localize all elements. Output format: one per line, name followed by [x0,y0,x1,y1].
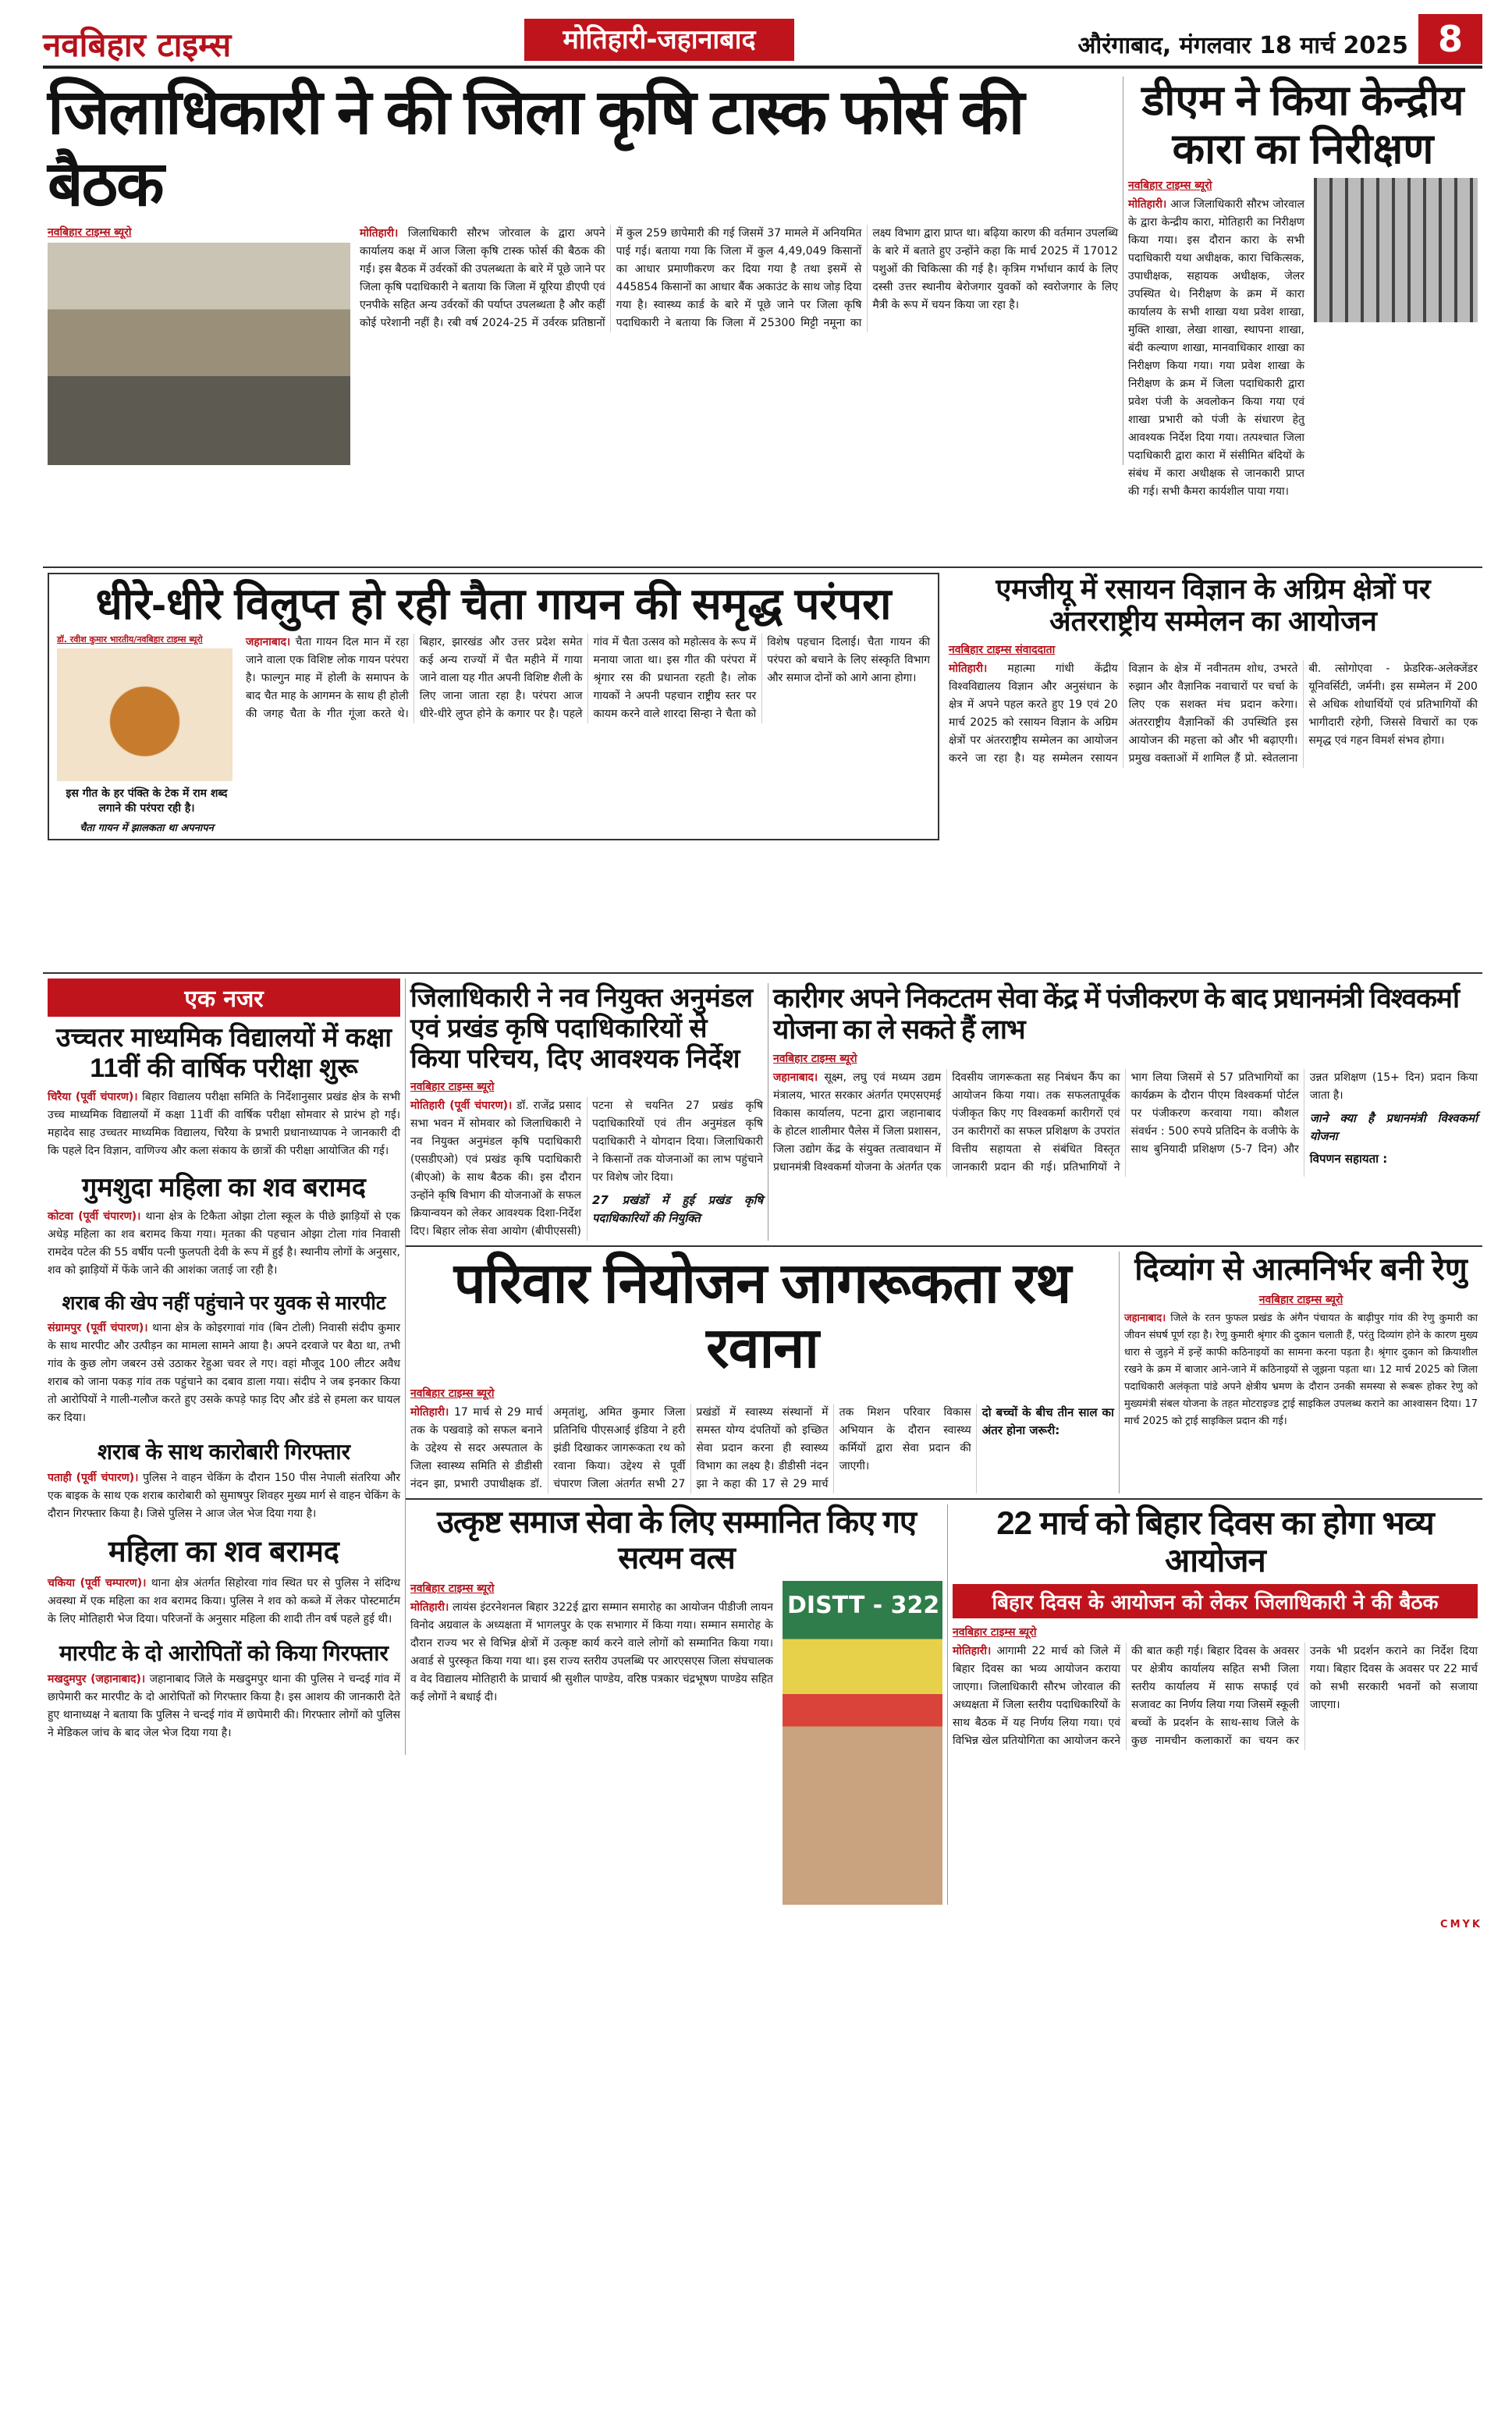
headline-satyam-vats: उत्कृष्ट समाज सेवा के लिए सम्मानित किए गए सत्यम वत्स [436,1504,917,1575]
headline-bihar-diwas-baithak: बिहार दिवस के आयोजन को लेकर जिलाधिकारी ने की बैठक [953,1584,1478,1618]
byline: नवबिहार टाइम्स ब्यूरो [1258,1294,1343,1307]
headline-karobari: शराब के साथ कारोबारी गिरफ्तार [97,1440,351,1465]
article-vishwakarma [768,983,1482,1177]
headline-kara-nirikshan: डीएम ने किया केन्द्रीय कारा का निरीक्षण [1141,77,1464,173]
article-body-chaita: जहानाबाद। चैता गायन दिल मान में रहा जाने वाला एक विशिष्ट लोक गायन परंपरा है। फाल्गुन माह में होली के समापन के बाद चैत माह के आगमन के साथ ही होली की जगह चैता के गीत गूंजा करते थे। बिहार, झारखंड और उत्तर प्रदेश समेत कई अन्य राज्यों में चैत महीने में गाया जाने वाला यह गीत अपनी विशिष्ट शैली के लिए जाना जाता रहा है। परंपरा आज धीरे-धीरे लुप्त होने के कगार पर है। पहले गांव में चैता उत्सव को महोत्सव के रूप में मनाया जाता था। इस गीत की परंपरा में श्रृंगार रस की प्रधानता रहती है। लोक गायकों ने अपनी पहचान राष्ट्रीय स्तर पर कायम करने वाले शारदा सिन्हा ने चैता को विशेष पहचान दिलाई। चैता गायन की परंपरा को बचाने के लिए संस्कृति विभाग और समाज दोनों को आगे आना होगा। [246,636,930,721]
header-rule [43,66,1482,69]
article-body-satyam-1: मोतिहारी। लायंस इंटरनेशनल बिहार 322ई द्वारा सम्मान समारोह का आयोजन पीडीजी लायन विनोद अग्रवाल के अध्यक्षता में भागलपुर के एक सभागार में किया गया। सम्मान समारोह के दौरान राज्य भर से विभिन्न क्षेत्रों में उत्कृष्ट कार्य करने वाले लोगों को सम्मानित किया गया। अवार्ड से पुरस्कृत किया गया था। इस राज्य स्तरीय उपलब्धि पर आरएसएस जिला संघचालक व वेद विद्यालय मोतिहारी के प्राचार्य श्री सुशील पाण्डेय, वरिष्ठ पत्रकार चंद्रभूषण पाण्डेय सहित कई लोगों ने बधाई दी। [410,1600,774,1703]
right-stories [406,979,1482,1909]
page-number: 8 [1418,14,1482,64]
byline: नवबिहार टाइम्स ब्यूरो [410,1081,495,1094]
article-body-divyang: जहानाबाद। जिले के रतन फुफल प्रखंड के अंगैन पंचायत के बाढ़ीपुर गांव की रेणु कुमारी का जीवन संघर्ष पूर्ण रहा है। रेणु कुमारी श्रृंगार की दुकान चलाती हैं, परंतु दिव्यांग होने के कारण मुख्य धारा से जुड़ने में इन्हें काफी कठिनाइयों का सामना करना पड़ता है। श्रृंगार दुकान को क्रियाशील रखने के क्रम में बाजार आने-जाने में कठिनाइयों से जूझना पड़ता था। 12 मार्च 2025 को जिला पदाधिकारी अलंकृता पांडे अपने क्षेत्रीय भ्रमण के दौरान उनकी समस्या से रूबरू होकर रेणु को मुख्यमंत्री संबल योजना के तहत मोटराइज्ड ट्राई साइकिल उपलब्ध कराने का आश्वासन दिया। 17 मार्च 2025 को ट्राई साइकिल प्रदान की गई। [1124,1312,1478,1428]
headline-mahila-shav: महिला का शव बरामद [108,1536,339,1569]
chaita-box [48,573,939,840]
headline-pariksha: उच्चतर माध्यमिक विद्यालयों में कक्षा 11वीं की वार्षिक परीक्षा शुरू [55,1023,392,1084]
ek-nazar-label: एक नजर [48,979,400,1017]
headline-vishwakarma: कारीगर अपने निकटतम सेवा केंद्र में पंजीकरण के बाद प्रधानमंत्री विश्वकर्मा योजना का ले सकते हैं लाभ [773,983,1460,1046]
byline: नवबिहार टाइम्स ब्यूरो [410,1582,495,1595]
article-body-krishi-padadhikari: मोतिहारी (पूर्वी चंपारण)। डॉ. राजेंद्र प्रसाद सभा भवन में सोमवार को जिलाधिकारी ने नव नियुक्त अनुमंडल कृषि पदाधिकारी (एसडीएओ) एवं प्रखंड कृषि पदाधिकारी (बीएओ) के साथ बैठक की। इस दौरान उन्होंने कृषि विभाग की योजनाओं के सफल क्रियान्वयन को लेकर आवश्यक दिशा-निर्देश दिए। बिहार लोक सेवा आयोग (बीपीएससी) पटना से चयनित 27 प्रखंड कृषि पदाधिकारियों एवं तीन अनुमंडल कृषि पदाधिकारी ने योगदान दिया। जिलाधिकारी ने किसानों तक योजनाओं का लाभ पहुंचाने पर विशेष जोर दिया। 27 प्रखंडों में हुई प्रखंड कृषि पदाधिकारियों की नियुक्ति [410,1099,763,1238]
masthead: नवबिहार टाइम्स [43,26,232,64]
ek-nazar-column: एक नजर उच्चतर माध्यमिक विद्यालयों में कक्षा 11वीं की वार्षिक परीक्षा शुरू चिरैया (पूर्वी चंपारण)। बिहार विद्यालय परीक्षा समिति के निर्देशानुसार प्रखंड क्षेत्र के सभी उच्च माध्यमिक विद्यालयों में कक्षा 11वीं की वार्षिक परीक्षा सोमवार से प्रारंभ हो गई। महादेव साह उच्चतर माध्यमिक विद्यालय, चिरैया के प्रभारी प्रधानाध्यापक ने जानकारी दी कि पहले दिन विज्ञान, वाणिज्य और कला संकाय के छात्रों की परीक्षा आयोजित की गई। गुमशुदा महिला का शव बरामद कोटवा (पूर्वी चंपारण)। थाना क्षेत्र के टिकैता ओझा टोला स्कूल के पीछे झाड़ियों से एक अधेड़ महिला का शव बरामद किया गया। मृतका की पहचान ओझा टोला गांव निवासी रामदेव पटेल की 55 वर्षीय पत्नी फुलपती देवी के रूप में हुई है। स्थानीय लोगों के अनुसार, शव को झाड़ियों में फेंके जाने की आशंका जताई जा रही है। शराब की खेप नहीं पहुंचाने पर युवक से मारपीट संग्रामपुर (पूर्वी चंपारण)। थाना क्षेत्र के कोइरगावां गांव (बिन टोली) निवासी संदीप कुमार के साथ मारपीट और उत्पीड़न का मामला सामने आया है। अपने दरवाजे पर बैठा था, तभी गांव के कुछ लोग जबरन उसे उठाकर रेहुआ चवर ले गए। वहां मौजूद 100 लीटर अवैध शराब को जाना पकड़ गांव तक पहुंचाने का दबाव डाला गया। संदीप ने जब इनकार किया तो आरोपियों ने गाली-गलौज करते हुए उसके कपड़े फाड़ दिए और डंडे से हमला कर घायल कर दिया। शराब के साथ कारोबारी गिरफ्तार पताही (पूर्वी चंपारण)। पुलिस ने वाहन चेकिंग के दौरान 150 पीस नेपाली संतरिया और एक बाइक के साथ एक शराब कारोबारी को सुमाषपुर शिवहर मुख्य मार्ग से वाहन चेकिंग के दौरान गिरफ्तार किया है। जिसे पुलिस ने आज जेल भेज दिया गया है। महिला का शव बरामद चकिया (पूर्वी चम्पारण)। थाना क्षेत्र अंतर्गत सिहोरवा गांव स्थित घर से पुलिस ने संदिग्ध अवस्था में एक महिला का शव बरामद किया। पुलिस ने शव को कब्जे में लेकर पोस्टमार्टम के लिए मोतिहारी भेज दिया। परिजनों के अनुसार महिला की शादी तीन वर्ष पहले हुई थी। मारपीट के दो आरोपितों को किया गिरफ्तार मखदुमपुर (जहानाबाद)। जहानाबाद जिले के मखदुमपुर थाना की पुलिस ने चन्दई गांव में छापेमारी कर मारपीट के दो आरोपितों को गिरफ्तार किया है। इस आशय की जानकारी देते हुए थानाध्यक्ष ने बताया कि पुलिस ने चन्दई गांव में छापेमारी की। गिरफ्तार लोगों को पुलिस ने मेडिकल जांच के बाद जेल भेज दिया गया है। [43,979,406,1755]
photo-dholak [57,648,232,781]
byline: नवबिहार टाइम्स ब्यूरो [48,226,132,239]
headline-gumshuda: गुमशुदा महिला का शव बरामद [82,1173,366,1203]
byline: नवबिहार टाइम्स ब्यूरो [410,1387,495,1400]
row-bottom [43,974,1482,1914]
row-e [406,1500,1482,1909]
byline: नवबिहार टाइम्स संवाददाता [949,643,1056,656]
article-body-mgu: मोतिहारी। महात्मा गांधी केंद्रीय विश्वविद्यालय विज्ञान और अनुसंधान के क्षेत्र में अपने पहल करते हुए 19 एवं 20 मार्च 2025 को रसायन विज्ञान के अग्रिम क्षेत्रों पर अंतरराष्ट्रीय सम्मेलन का आयोजन करने जा रहा है। यह सम्मेलन रसायन विज्ञान के क्षेत्र में नवीनतम शोध, उभरते रुझान और वैज्ञानिक नवाचारों पर चर्चा के लिए एक सशक्त मंच प्रदान करेगा। अंतरराष्ट्रीय वैज्ञानिकों की उपस्थिति इस आयोजन की महत्ता को और भी बढ़ाएगी। प्रमुख वक्ताओं में शामिल हैं प्रो. स्वेतलाना बी. त्सोगोएवा - फ्रेडरिक-अलेक्जेंडर यूनिवर्सिटी, जर्मनी। इस सम्मेलन में 200 से अधिक शोधार्थियों एवं प्रतिभागियों की भागीदारी रहेगी, जिससे विचारों का एक समृद्ध एवं गहन विमर्श संभव होगा। [949,662,1478,765]
headline-krishi-padadhikari: जिलाधिकारी ने नव नियुक्त अनुमंडल एवं प्रखंड कृषि पदाधिकारियों से किया परिचय, दिए आवश्यक निर्देश [410,983,754,1074]
photo-meeting [48,243,350,465]
article-body-krishi: मोतिहारी। जिलाधिकारी सौरभ जोरवाल के द्वारा अपने कार्यालय कक्ष में आज जिला कृषि टास्क फोर्स की बैठक की गई। इस बैठक में उर्वरकों की उपलब्धता के बारे में पूछे जाने पर जिला कृषि पदाधिकारी ने बताया कि जिला में यूरिया डीएपी एवं एनपीके सहित अन्य उर्वरकों की पर्याप्त उपलब्धता है और कहीं कोई परेशानी नहीं है। रबी वर्ष 2024-25 में उर्वरक प्रतिष्ठानों में कुल 259 छापेमारी की गई जिसमें 37 मामले में अनियमित पाई गई। बताया गया कि जिला में कुल 4,49,049 किसानों का आधार प्रमाणीकरण कर दिया गया है तथा इसमें से 445854 किसानों का आधार बैंक अकाउंट के साथ जोड़ दिया गया है। स्वास्थ्य कार्ड के बारे में पूछे जाने पर जिला कृषि पदाधिकारी ने बताया कि जिला में 25300 मिट्टी नमूना का लक्ष्य विभाग द्वारा प्राप्त था। बढ़िया कारण की वर्तमान उपलब्धि के बारे में बताते हुए उन्होंने कहा कि मार्च 2025 में 17012 पशुओं की चिकित्सा की गई है। कृत्रिम गर्भाधान कार्य के लिए दस्सी उत्तर स्थानीय बेरोजगार युवकों को स्वरोजगार के लिए मैत्री के रूप में चयन किया जा रहा है। [360,227,1118,329]
headline-krishi-task-force: जिलाधिकारी ने की जिला कृषि टास्क फोर्स की बैठक [48,77,1024,218]
article-body-kara: मोतिहारी। आज जिलाधिकारी सौरभ जोरवाल के द्वारा केन्द्रीय कारा, मोतिहारी का निरीक्षण किया गया। इस दौरान कारा के सभी पदाधिकारी यथा अधीक्षक, कारा चिकित्सक, उपाधीक्षक, सहायक अधीक्षक, जेलर उपस्थित थे। निरीक्षण के क्रम में कारा कार्यालय के सभी शाखा यथा प्रवेश शाखा, मुक्ति शाखा, लेखा शाखा, स्थापना शाखा, बंदी कल्याण शाखा, मानवाधिकार शाखा का निरीक्षण किया गया। गया प्रवेश शाखा के निरीक्षण के क्रम में जिला पदाधिकारी द्वारा प्रवेश पंजी के अवलोकन किया गया एवं शाखा प्रभारी को पंजी के संधारण हेतु आवश्यक निर्देश दिया गया। तत्पश्चात जिला पदाधिकारी द्वारा कारा में संसीमित बंदियों के संबंध में कारा अधीक्षक से जानकारी प्राप्त की गई। सभी कैमरा कार्यशील पाया गया। [1128,198,1305,499]
headline-mgu-sammelan: एमजीयू में रसायन विज्ञान के अग्रिम क्षेत्रों पर अंतरराष्ट्रीय सम्मेलन का आयोजन [996,573,1431,638]
article-divyang [1120,1252,1482,1430]
headline-bihar-diwas: 22 मार्च को बिहार दिवस का होगा भव्य आयोजन [996,1504,1434,1579]
photo-banner-text: DISTT - 322 [787,1591,940,1619]
headline-sharab-marpeet: शराब की खेप नहीं पहुंचाने पर युवक से मारपीट [62,1292,386,1315]
row-d [406,1247,1482,1500]
headline-marpeet-giraftar: मारपीट के दो आरोपितों को किया गिरफ्तार [59,1640,389,1665]
article-chaita [43,573,944,840]
headline-chaita: धीरे-धीरे विलुप्त हो रही चैता गायन की समृद्ध परंपरा [95,579,892,628]
article-body-vishwakarma: जहानाबाद। सूक्ष्म, लघु एवं मध्यम उद्यम मंत्रालय, भारत सरकार अंतर्गत एमएसएमई विकास कार्यालय, पटना द्वारा जहानाबाद के होटल शालीमार पैलेस में जिला प्रशासन, जिला उद्योग केंद्र के संयुक्त तत्वावधान में प्रधानमंत्री विश्वकर्मा योजना के अंतर्गत एक दिवसीय जागरूकता सह निबंधन कैंप का आयोजन किया गया। तक सफलतापूर्वक पंजीकृत किए गए विश्वकर्मा कारीगरों एवं उन कारीगरों का सफल प्रशिक्षण के उपरांत वित्तीय सहायता से संबंधित विस्तृत जानकारी प्रदान की गई। प्रतिभागियों ने भाग लिया जिसमें से 57 प्रतिभागियों का कार्यक्रम के दौरान पीएम विश्वकर्मा पोर्टल पर पंजीकरण करवाया गया। कौशल संवर्धन : 500 रुपये प्रतिदिन के वजीफे के साथ बुनियादी प्रशिक्षण (5-7 दिन) और उन्नत प्रशिक्षण (15+ दिन) प्रदान किया जाता है। जाने क्या है प्रधानमंत्री विश्वकर्मा योजना विपणन सहायता : [773,1071,1478,1174]
row-middle [43,568,1482,974]
photo-award [783,1581,942,1905]
row-top [43,72,1482,568]
caption: चैता गायन में झालकता था अपनापन [80,822,214,835]
article-body-bihar-diwas: मोतिहारी। आगामी 22 मार्च को जिले में बिहार दिवस का भव्य आयोजन कराया जाएगा। जिलाधिकारी सौरभ जोरवाल की अध्यक्षता में जिला स्तरीय पदाधिकारियों के साथ बैठक में यह निर्णय लिया गया। एवं विभिन्न खेल प्रतियोगिता का आयोजन करने की बात कही गई। बिहार दिवस के अवसर पर क्षेत्रीय कार्यालय सहित सभी जिला स्तरीय कार्यालय में साफ सफाई एवं सजावट का निर्णय लिया गया जिसमें स्कूली बच्चों के प्रदर्शन के साथ-साथ जिले के कुछ नामचीन कलाकारों का चयन कर उनके भी प्रदर्शन कराने का निर्देश दिया गया। बिहार दिवस के अवसर पर 22 मार्च को सभी सरकारी भवनों को सजाया जाएगा। [953,1645,1478,1748]
row-c [406,979,1482,1247]
article-kara-nirikshan [1123,76,1482,501]
article-mgu [944,573,1482,768]
headline-divyang-renu: दिव्यांग से आत्मनिर्भर बनी रेणु [1134,1252,1468,1288]
photo-jail [1314,178,1478,322]
issue-date: औरंगाबाद, मंगलवार 18 मार्च 2025 [1077,32,1408,59]
article-krishi-task-force [43,76,1123,465]
headline-parivar-niyojan: परिवार नियोजन जागरूकता रथ रवाना [453,1252,1071,1380]
pullquote: इस गीत के हर पंक्ति के टेक में राम शब्द लगाने की परंपरा रही है। [66,787,228,815]
page-content [43,72,1482,1930]
byline: नवबिहार टाइम्स ब्यूरो [773,1052,857,1065]
article-satyam-vats [406,1504,948,1905]
section-label: मोतिहारी-जहानाबाद [524,19,794,61]
byline: डॉ. रवीश कुमार भारतीय/नवबिहार टाइम्स ब्यूरो [57,634,203,645]
article-body-parivar-niyojan: मोतिहारी। 17 मार्च से 29 मार्च तक के पखवाड़े को सफल बनाने के उद्देश्य से सदर अस्पताल के जिला स्वास्थ्य समिति से डीडीसी नंदन झा, प्रभारी उपाधीक्षक डॉ. अमृतांशु, अमित कुमार जिला प्रतिनिधि पीएसआई इंडिया ने हरी झंडी दिखाकर जागरूकता रथ को रवाना किया। उद्देश्य से पूर्वी चंपारण जिला अंतर्गत सभी 27 प्रखंडों में स्वास्थ्य संस्थानों में समस्त योग्य दंपतियों को इच्छित सेवा प्रदान करना ही स्वास्थ्य विभाग का लक्ष्य है। डीडीसी नंदन झा ने कहा की 17 से 29 मार्च तक मिशन परिवार विकास अभियान के दौरान स्वास्थ्य कर्मियों द्वारा सेवा प्रदान की जाएगी। दो बच्चों के बीच तीन साल का अंतर होना जरूरी: [410,1405,1114,1490]
article-krishi-padadhikari [406,983,768,1241]
byline: नवबिहार टाइम्स ब्यूरो [953,1626,1037,1639]
article-parivar-niyojan [406,1252,1120,1494]
article-bihar-diwas [948,1504,1482,1751]
cmyk-marks: CMYK [1440,1918,1482,1930]
byline: नवबिहार टाइम्स ब्यूरो [1128,179,1212,193]
